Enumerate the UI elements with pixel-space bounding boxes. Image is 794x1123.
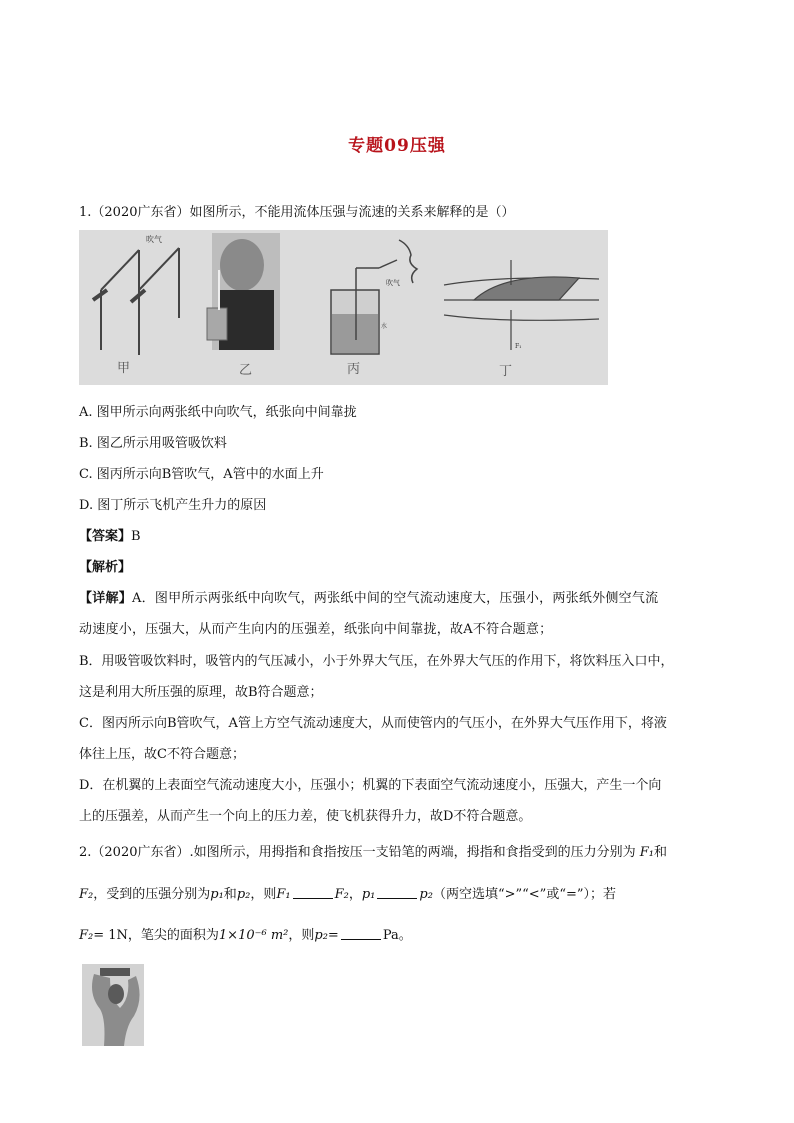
blow-label-bing: 吹气 — [386, 279, 400, 287]
analysis-text-1: A．图甲所示两张纸中向吹气，两张纸中间的空气流动速度大，压强小，两张纸外侧空气流 — [132, 591, 659, 606]
var-f2-c: F₂ — [79, 928, 94, 943]
analysis-label: 【解析】 — [79, 560, 132, 575]
q2-text-b: ，则 — [250, 887, 277, 902]
q2-and: 和 — [223, 887, 237, 902]
analysis-line-3: B．用吸管吸饮料时，吸管内的气压减小，小于外界大气压，在外界大气压的作用下，将饮料压入口中， — [79, 654, 674, 669]
analysis-line-5: C．图丙所示向B管吹气，A管上方空气流动速度大，从而使管内的气压小，在外界大气压作用下，将液 — [79, 716, 667, 731]
blank-2[interactable] — [377, 898, 417, 899]
analysis-line-4: 这是利用大所压强的原理，故B符合题意； — [79, 685, 323, 700]
q2-text-a: ，受到的压强分别为 — [93, 887, 211, 902]
area-value: 1×10⁻⁶ m² — [218, 928, 289, 943]
page-title: 专题09压强 — [348, 136, 446, 156]
analysis-line-1 — [79, 587, 658, 606]
q2-text-c: = 1N，笔尖的面积为 — [93, 928, 219, 943]
blank-3[interactable] — [341, 939, 381, 940]
q1-figure — [79, 230, 608, 385]
q1-option-c: C. 图丙所示向B管吹气，A管中的水面上升 — [79, 467, 324, 482]
q2-line-2 — [79, 883, 616, 902]
q2-comma: ， — [348, 887, 362, 902]
analysis-line-6: 体往上压，故C不符合题意； — [79, 747, 245, 762]
blank-1[interactable] — [293, 898, 333, 899]
q2-line1-end: 和 — [654, 845, 668, 860]
label-ding: 丁 — [499, 364, 513, 379]
var-f2: F₂ — [79, 887, 94, 902]
var-p2: p₂ — [236, 887, 251, 902]
analysis-line-8: 上的压强差，从而产生一个向上的压力差，使飞机获得升力，故D不符合题意。 — [79, 809, 532, 824]
analysis-line-2: 动速度小，压强大，从而产生向内的压强差，纸张向中间靠拢，故A不符合题意； — [79, 622, 553, 637]
q2-line-3 — [79, 924, 412, 943]
var-p2-b: p₂ — [419, 887, 433, 902]
var-p1: p₁ — [210, 887, 224, 902]
q2-stem: 2.（2020广东省）.如图所示，用拇指和食指按压一支铅笔的两端，拇指和食指受到的压力分别为 — [79, 845, 636, 860]
q1-option-a: A. 图甲所示向两张纸中向吹气，纸张向中间靠拢 — [79, 405, 357, 420]
q1-answer — [79, 525, 141, 544]
q2-eq: = — [327, 928, 339, 943]
var-f1-b: F₁ — [276, 887, 291, 902]
blow-label-jia: 吹气 — [146, 235, 162, 244]
water-label: 水 — [381, 323, 388, 330]
detail-label: 【详解】 — [79, 591, 133, 606]
q1-stem: 1.（2020广东省）如图所示，不能用流体压强与流速的关系来解释的是（） — [79, 205, 515, 220]
answer-value: B — [131, 529, 141, 544]
var-p1-b: p₁ — [361, 887, 376, 902]
boy-photo — [207, 233, 280, 350]
q2-line-1 — [79, 841, 667, 860]
label-yi: 乙 — [239, 363, 253, 378]
f1-label: F₁ — [515, 343, 522, 350]
label-jia: 甲 — [117, 361, 131, 376]
q2-text-d: ，则 — [288, 928, 315, 943]
analysis-line-7: D．在机翼的上表面空气流动速度大小，压强小；机翼的下表面空气流动速度小，压强大，产生一个向 — [79, 778, 662, 793]
q2-unit: Pa。 — [382, 928, 412, 943]
var-f1: F₁ — [639, 845, 654, 860]
label-bing: 丙 — [347, 362, 361, 377]
q2-figure-pencil-hand — [82, 964, 144, 1046]
var-p2-c: p₂ — [314, 928, 328, 943]
q2-hint: （两空选填“>”“<”或“=”）；若 — [432, 887, 617, 902]
answer-label: 【答案】 — [79, 529, 132, 544]
var-f2-b: F₂ — [334, 887, 349, 902]
q1-option-d: D. 图丁所示飞机产生升力的原因 — [79, 498, 267, 513]
q1-option-b: B. 图乙所示用吸管吸饮料 — [79, 436, 227, 451]
